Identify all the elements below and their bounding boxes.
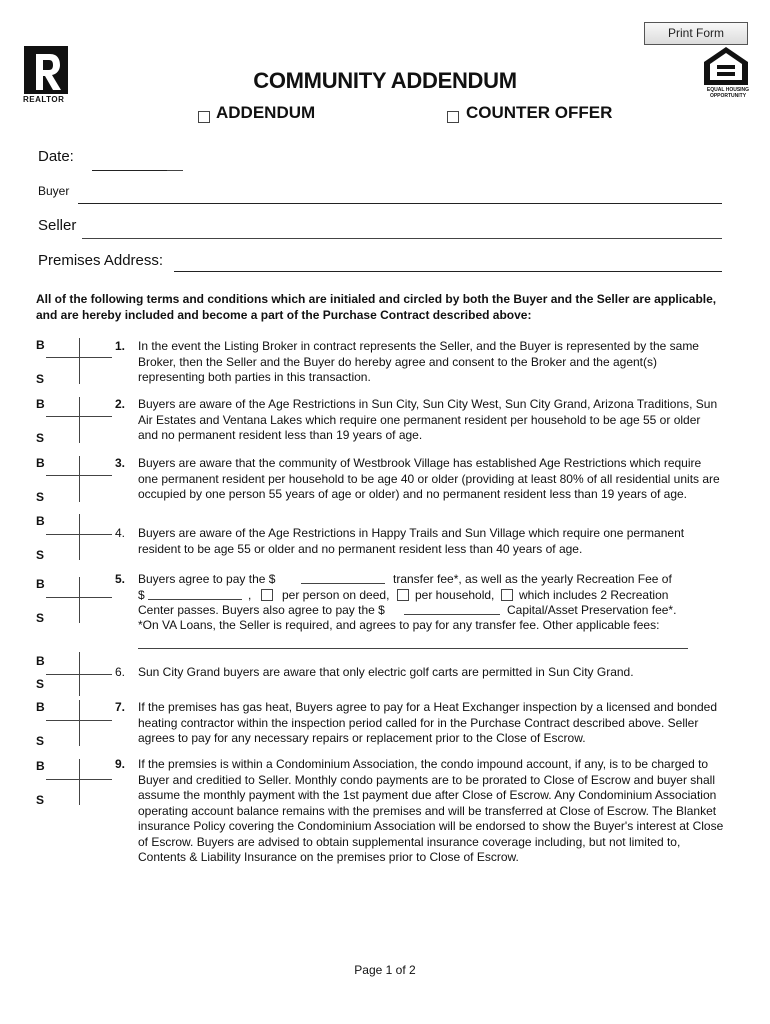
buyer-field[interactable]	[78, 203, 722, 204]
clause-5-text-d: Center passes. Buyers also agree to pay the $	[138, 603, 385, 617]
clause-text: In the event the Listing Broker in contract represents the Seller, and the Buyer is represented by the same Broker, then the Seller and the Buyer do hereby agree and consent to the Broker and the agent(s) representing both parties in this transaction.	[138, 339, 699, 384]
per-household-label: per household,	[415, 588, 495, 602]
addendum-checkbox[interactable]	[198, 111, 210, 123]
transfer-fee-field[interactable]	[301, 583, 385, 584]
clause-5-text-e: Capital/Asset Preservation fee*.	[507, 603, 677, 617]
clause-5-text-a: Buyers agree to pay the $	[138, 572, 276, 586]
per-household-checkbox[interactable]	[397, 589, 409, 601]
date-line[interactable]	[92, 170, 167, 171]
initials-divider	[79, 456, 80, 502]
seller-initial-label: S	[36, 372, 45, 386]
clause-5-text-c: $	[138, 588, 145, 602]
clause-number: 1.	[115, 339, 126, 353]
date-line-tail	[167, 170, 183, 171]
clause-text: If the premises has gas heat, Buyers agree to pay for a Heat Exchanger inspection by a licensed and bonded heating contractor within the inspection period called for in the Purchase Contract described above. Seller agrees to pay for any necessary repairs or replacement prior to the Close of Escrow.	[138, 700, 718, 745]
clause-number: 6.	[115, 665, 126, 679]
buyer-initial-label: B	[36, 514, 45, 528]
seller-initial-label: S	[36, 431, 45, 445]
clause-text: Buyers are aware that the community of Westbrook Village has established Age Restrictions which require one permanent resident per household to be age 40 or older (providing at least 80% of all residential units are occupied by one person 55 years of age or older) and no permanent resident less than 19 years of age.	[138, 456, 720, 501]
seller-field[interactable]	[82, 238, 722, 239]
counter-offer-checkbox[interactable]	[447, 111, 459, 123]
intro-text: All of the following terms and conditions which are initialed and circled by both the Buyer and the Seller are applicable, and are hereby included and become a part of the Purchase Contract described above:	[36, 292, 717, 322]
initials-divider	[79, 397, 80, 443]
clause-5-text-b: transfer fee*, as well as the yearly Recreation Fee of	[393, 572, 672, 586]
buyer-initial-label: B	[36, 700, 45, 714]
clause-text: If the premsies is within a Condominium Association, the condo impound account, if any, is to be charged to Buyer and creditied to Seller. Monthly condo payments are to be prorated to Close of Escrow and buyer shall assume the monthly payment with the 1st payment due after Close of Escrow. Any Condominium Association operating account balance remains with the premises and will be transferred at Close of Escrow. The Blanket insurance Policy covering the Condominium Association will be endorsed to show the Buyer's interest at Close of Escrow. Buyers are advised to obtain supplemental insurance coverage including, but not limited to, Contents & Liability Insurance on the premises prior to Close of Escrow.	[138, 757, 724, 864]
recreation-passes-checkbox[interactable]	[501, 589, 513, 601]
clause-text: Buyers are aware of the Age Restrictions in Sun City, Sun City West, Sun City Grand, Arizona Traditions, Sun Air Estates and Ventana Lakes which require one permanent resident per household to be age 55 or older and no permanent resident less than 19 years of age.	[138, 397, 718, 442]
initials-divider	[79, 577, 80, 623]
clause-number: 2.	[115, 397, 126, 411]
clause-number: 7.	[115, 700, 126, 714]
buyer-initial-label: B	[36, 654, 45, 668]
page-number: Page 1 of 2	[354, 963, 416, 977]
per-person-label: per person on deed,	[282, 588, 390, 602]
seller-initial-label: S	[36, 734, 45, 748]
initials-divider	[79, 652, 80, 696]
buyer-initial-label: B	[36, 397, 45, 411]
recreation-fee-field[interactable]	[148, 599, 242, 600]
seller-initial-label: S	[36, 490, 45, 504]
clause-5-text-f: *On VA Loans, the Seller is required, and agrees to pay for any transfer fee. Other applicable fees:	[138, 618, 660, 632]
date-label: Date:	[38, 148, 74, 165]
print-form-button[interactable]: Print Form	[644, 22, 748, 45]
clause-number: 3.	[115, 456, 126, 470]
seller-label: Seller	[38, 217, 77, 234]
clause-number: 5.	[115, 572, 126, 586]
buyer-initial-label: B	[36, 577, 45, 591]
premises-address-label: Premises Address:	[38, 252, 164, 269]
equal-housing-label: EQUAL HOUSING OPPORTUNITY	[706, 87, 750, 99]
clause-text: Sun City Grand buyers are aware that only electric golf carts are permitted in Sun City Grand.	[138, 665, 634, 679]
premises-address-field[interactable]	[174, 271, 722, 272]
buyer-initial-label: B	[36, 759, 45, 773]
initials-divider	[79, 700, 80, 746]
seller-initial-label: S	[36, 611, 45, 625]
clause-number: 9.	[115, 757, 126, 771]
initials-divider	[79, 514, 80, 560]
clause-number: 4.	[115, 526, 126, 540]
buyer-initial-label: B	[36, 338, 45, 352]
initials-divider	[79, 338, 80, 384]
clause-5-comma: ,	[248, 588, 252, 602]
realtor-label: REALTOR	[23, 95, 65, 104]
buyer-label: Buyer	[38, 184, 70, 198]
addendum-label: ADDENDUM	[216, 103, 316, 122]
other-fees-field[interactable]	[138, 648, 688, 649]
recreation-passes-label: which includes 2 Recreation	[519, 588, 669, 602]
seller-initial-label: S	[36, 548, 45, 562]
capital-fee-field[interactable]	[404, 614, 500, 615]
per-person-checkbox[interactable]	[261, 589, 273, 601]
counter-offer-label: COUNTER OFFER	[466, 103, 613, 122]
seller-initial-label: S	[36, 793, 45, 807]
initials-divider	[79, 759, 80, 805]
clause-text: Buyers are aware of the Age Restrictions in Happy Trails and Sun Village which require one permanent resident to be age 55 or older and no permanent resident less than 40 years of age.	[138, 526, 685, 556]
seller-initial-label: S	[36, 677, 45, 691]
buyer-initial-label: B	[36, 456, 45, 470]
page-title: COMMUNITY ADDENDUM	[253, 68, 517, 93]
